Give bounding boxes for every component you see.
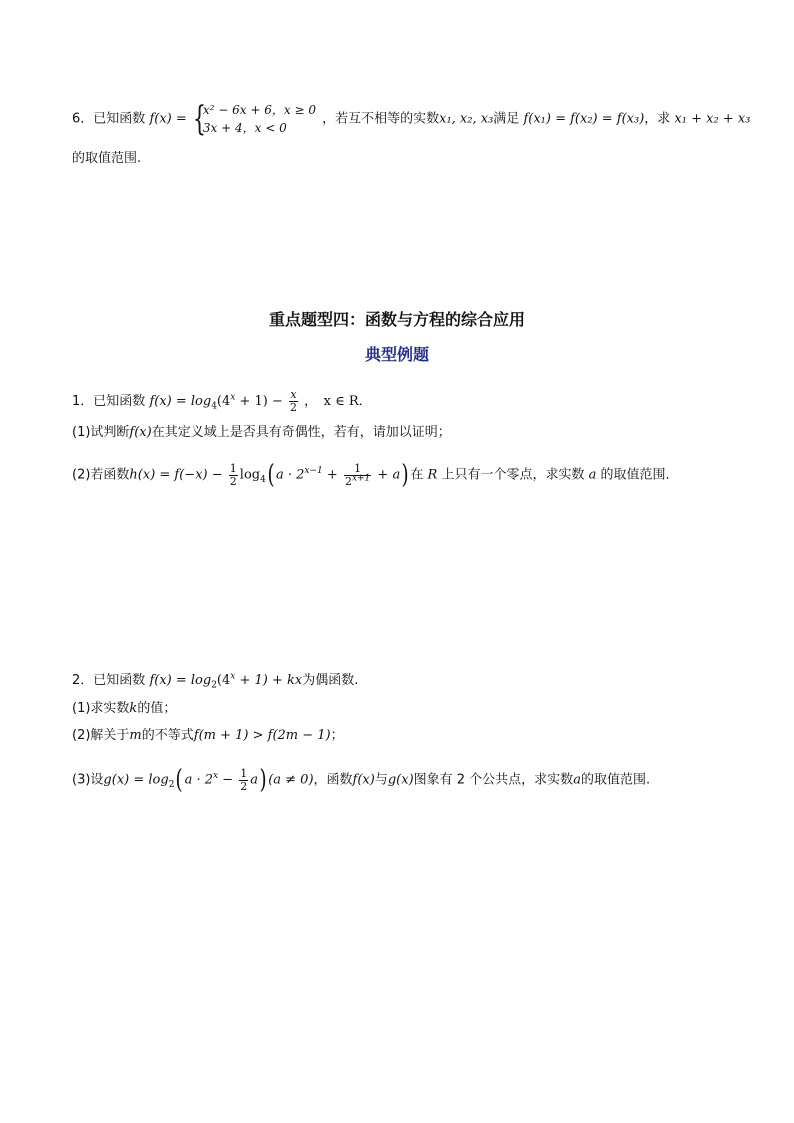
example-number: 1． xyxy=(72,394,94,409)
function-ref: f(x) xyxy=(352,772,375,788)
part-label: (2)若函数 xyxy=(72,467,130,483)
left-brace: { xyxy=(192,99,206,139)
numerator: x xyxy=(290,388,297,401)
term: a xyxy=(250,772,259,788)
fraction xyxy=(289,389,298,414)
part-text: 在其定义域上是否具有奇偶性，若有，请加以证明； xyxy=(151,425,451,440)
left-paren: ( xyxy=(267,460,275,490)
exponent: x+1 xyxy=(351,472,371,483)
fraction xyxy=(344,463,371,488)
example-1 xyxy=(72,389,372,414)
term: a · 2 xyxy=(275,467,305,483)
func-part: (4 xyxy=(216,394,231,409)
function-expression xyxy=(149,671,303,691)
variable: a xyxy=(573,772,581,788)
example-number: 2． xyxy=(72,673,94,688)
numerator: 1 xyxy=(229,461,237,475)
part-label: (1)试判断 xyxy=(72,425,130,440)
part-text: 的不等式 xyxy=(141,728,194,743)
log-base: 4 xyxy=(211,401,217,412)
plus: + xyxy=(326,467,338,483)
part-label: (2)解关于 xyxy=(72,728,130,743)
minus: − xyxy=(222,772,234,788)
sum-expression: x₁ + x₂ + x₃ xyxy=(674,111,751,127)
function-expression: g(x) = log xyxy=(103,772,169,788)
log-base: 2 xyxy=(168,780,175,791)
part-label: (1)求实数 xyxy=(72,701,130,716)
example-lead: 已知函数 xyxy=(93,673,146,688)
problem-lead: 已知函数 xyxy=(93,111,146,127)
example-lead: 已知函数 xyxy=(93,394,146,409)
function-ref: f(x) xyxy=(129,425,152,440)
section-subtitle: 典型例题 xyxy=(364,345,429,364)
inequality: f(m + 1) > f(2m − 1) xyxy=(193,728,331,743)
right-paren: ) xyxy=(259,765,267,795)
variable: m xyxy=(129,728,142,743)
log-base: 4 xyxy=(260,475,266,486)
part-text: ； xyxy=(330,728,344,743)
denominator: 2 xyxy=(240,779,248,793)
log: log xyxy=(239,467,261,483)
function-expression xyxy=(149,392,283,412)
problem-text: ，求 xyxy=(644,111,671,127)
condition: (a ≠ 0) xyxy=(268,772,314,788)
example-1-part-2 xyxy=(72,462,679,488)
fraction-half xyxy=(239,768,248,793)
problem-6 xyxy=(72,101,750,137)
func-part: f(x) = log xyxy=(149,673,212,688)
fraction-half xyxy=(229,463,238,488)
example-2-part-2 xyxy=(72,727,344,745)
denominator xyxy=(344,472,371,488)
function-ref: g(x) xyxy=(387,772,414,788)
example-text: 为偶函数. xyxy=(302,673,359,688)
log-base: 2 xyxy=(211,680,217,691)
part-text: 上只有一个零点，求实数 xyxy=(441,467,585,483)
part-text: 的取值范围. xyxy=(580,772,651,788)
problem-6-tail xyxy=(72,150,141,168)
exponent: x xyxy=(230,392,236,403)
right-paren: ) xyxy=(401,460,409,490)
variable: k xyxy=(129,701,138,716)
problem-text: 满足 xyxy=(493,111,520,127)
exponent: x xyxy=(230,671,236,682)
function-expression: f(x) = xyxy=(149,111,187,127)
domain: ， x ∈ R． xyxy=(304,394,372,409)
part-text: 与 xyxy=(374,772,388,788)
variables: x₁, x₂, x₃ xyxy=(439,111,494,127)
func-part: + 1) − xyxy=(235,394,283,409)
numerator: 1 xyxy=(344,463,371,476)
piecewise-definition xyxy=(193,101,316,137)
equation: f(x₁) = f(x₂) = f(x₃) xyxy=(523,111,645,127)
exponent: x−1 xyxy=(304,466,323,477)
left-paren: ( xyxy=(175,765,184,795)
part-text: 图象有 2 个公共点，求实数 xyxy=(413,772,574,788)
term: + a xyxy=(377,467,401,483)
part-text: 的取值范围． xyxy=(600,467,679,483)
section-title: 重点题型四：函数与方程的综合应用 xyxy=(268,310,525,329)
func-part: + 1) + kx xyxy=(235,673,303,688)
example-2-part-3 xyxy=(72,767,650,793)
problem-text: 的取值范围. xyxy=(72,151,142,166)
denominator: 2 xyxy=(229,474,237,488)
part-text: 在 xyxy=(410,467,424,483)
example-2 xyxy=(72,672,358,690)
func-part: f(x) = log xyxy=(149,394,212,409)
part-text: ，函数 xyxy=(313,772,353,788)
example-2-part-1 xyxy=(72,700,176,718)
part-text: 的值； xyxy=(137,701,177,716)
denominator: 2 xyxy=(290,401,298,414)
func-part: (4 xyxy=(216,673,231,688)
example-1-part-1 xyxy=(72,424,451,442)
denominator-base: 2 xyxy=(344,474,352,488)
problem-text: ，若互不相等的实数 xyxy=(322,111,440,127)
piece-row-1: x² − 6x + 6，x ≥ 0 xyxy=(202,103,316,117)
term: a · 2 xyxy=(184,772,213,788)
numerator: 1 xyxy=(240,766,248,780)
problem-number: 6． xyxy=(72,111,94,127)
piece-row-2: 3x + 4，x < 0 xyxy=(202,121,287,135)
variable: a xyxy=(588,467,597,483)
function-expression: h(x) = f(−x) − xyxy=(129,467,223,483)
exponent: x xyxy=(213,771,219,782)
set-R: R xyxy=(427,467,438,483)
part-label: (3)设 xyxy=(72,772,104,788)
